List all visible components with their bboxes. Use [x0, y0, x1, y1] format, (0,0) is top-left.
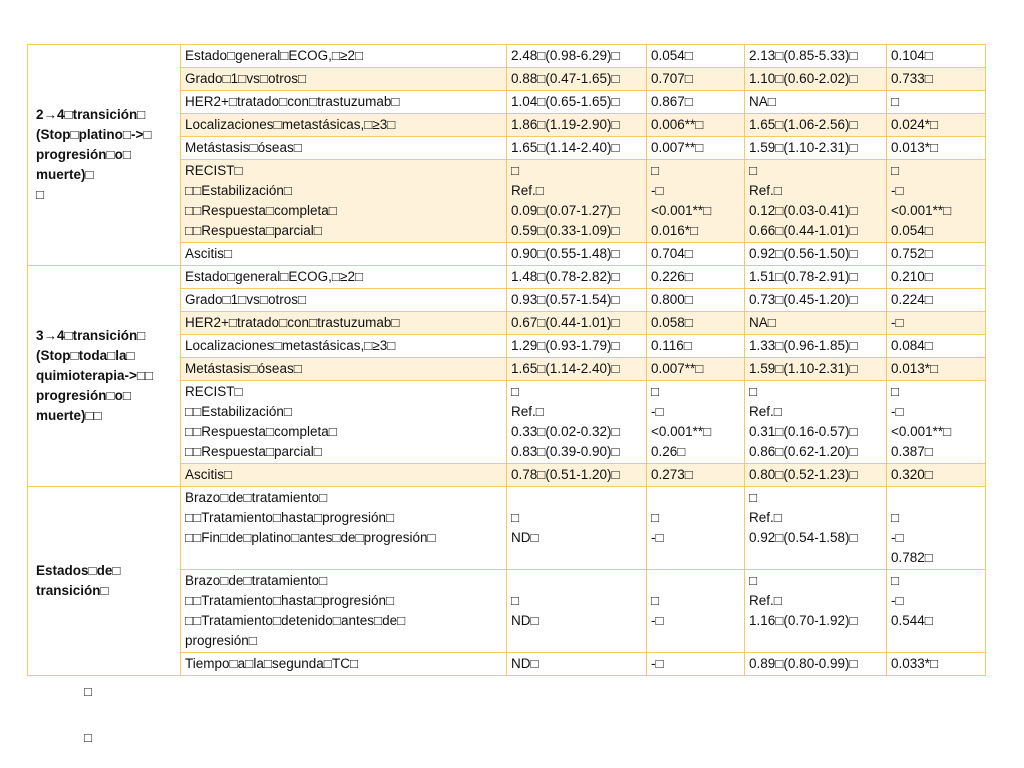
cell-line: □: [891, 163, 900, 178]
cell-line: Metástasis□óseas□: [185, 140, 302, 155]
cell-line: 0.31□(0.16-0.57)□: [749, 424, 858, 439]
cell-line: 0.054□: [651, 48, 693, 63]
cell-line: 0.116□: [651, 338, 692, 353]
variable-cell: [181, 653, 507, 676]
cell-line: RECIST□: [185, 163, 243, 178]
hr-multivariate-cell: [745, 45, 887, 68]
hr-multivariate-cell: [745, 381, 887, 464]
variable-cell: [181, 358, 507, 381]
hr-univariate-cell: [507, 289, 647, 312]
p-univariate-cell: [647, 45, 745, 68]
cell-line: [651, 488, 740, 508]
variable-cell: [181, 45, 507, 68]
hr-univariate-cell: [507, 114, 647, 137]
cell-line: <0.001**□: [891, 203, 952, 218]
cell-line: □□Tratamiento□detenido□antes□de□: [185, 613, 406, 628]
hr-multivariate-cell: [745, 464, 887, 487]
cell-line: HER2+□tratado□con□trastuzumab□: [185, 94, 400, 109]
table-row: [28, 266, 986, 289]
cell-line: □: [651, 163, 660, 178]
hr-univariate-cell: [507, 487, 647, 570]
cell-line: 0.86□(0.62-1.20)□: [749, 444, 858, 459]
cell-line: 0.33□(0.02-0.32)□: [511, 424, 620, 439]
cell-line: □: [651, 510, 660, 525]
group-label-cell: Estados□de□ transición□: [28, 487, 181, 676]
hr-multivariate-cell: [745, 335, 887, 358]
hr-multivariate-cell: [745, 160, 887, 243]
cell-line: 0.782□: [891, 550, 933, 565]
footer-mark-1: □: [84, 684, 92, 699]
cell-line: □□Estabilización□: [185, 404, 293, 419]
cell-line: 0.88□(0.47-1.65)□: [511, 71, 620, 86]
hr-univariate-cell: [507, 45, 647, 68]
cell-line: □: [891, 384, 900, 399]
cell-line: □: [749, 573, 758, 588]
p-univariate-cell: [647, 358, 745, 381]
cell-line: 0.210□: [891, 269, 933, 284]
cell-line: Ref.□: [749, 183, 782, 198]
cell-line: 0.867□: [651, 94, 693, 109]
cell-line: □□Tratamiento□hasta□progresión□: [185, 510, 395, 525]
cell-line: 0.26□: [651, 444, 686, 459]
p-multivariate-cell: [887, 335, 986, 358]
p-multivariate-cell: [887, 45, 986, 68]
variable-cell: [181, 312, 507, 335]
hr-univariate-cell: [507, 358, 647, 381]
table-row: [28, 45, 986, 68]
cell-line: [511, 488, 642, 508]
cell-line: 0.59□(0.33-1.09)□: [511, 223, 620, 238]
cell-line: 0.80□(0.52-1.23)□: [749, 467, 858, 482]
p-multivariate-cell: [887, 570, 986, 653]
cell-line: 0.707□: [651, 71, 693, 86]
p-multivariate-cell: [887, 91, 986, 114]
cell-line: □: [891, 573, 900, 588]
cell-line: 0.224□: [891, 292, 933, 307]
cell-line: 0.66□(0.44-1.01)□: [749, 223, 858, 238]
cell-line: Grado□1□vs□otros□: [185, 71, 307, 86]
hr-multivariate-cell: [745, 114, 887, 137]
hr-multivariate-cell: [745, 487, 887, 570]
group-label-cell: 3→4□transición□ (Stop□toda□la□ quimioterapia->□□ progresión□o□ muerte)□□: [28, 266, 181, 487]
p-univariate-cell: [647, 570, 745, 653]
cell-line: 0.024*□: [891, 117, 939, 132]
cell-line: -□: [651, 404, 664, 419]
cell-line: Brazo□de□tratamiento□: [185, 490, 328, 505]
cell-line: 0.09□(0.07-1.27)□: [511, 203, 620, 218]
cell-line: 0.387□: [891, 444, 933, 459]
cell-line: HER2+□tratado□con□trastuzumab□: [185, 315, 400, 330]
cell-line: 0.058□: [651, 315, 693, 330]
cell-line: □: [891, 510, 900, 525]
variable-cell: [181, 243, 507, 266]
cell-line: Ascitis□: [185, 246, 233, 261]
cell-line: ND□: [511, 656, 539, 671]
cell-line: 0.92□(0.56-1.50)□: [749, 246, 858, 261]
cell-line: 1.04□(0.65-1.65)□: [511, 94, 620, 109]
cell-line: 0.89□(0.80-0.99)□: [749, 656, 858, 671]
p-multivariate-cell: [887, 243, 986, 266]
cell-line: Ref.□: [511, 404, 544, 419]
cell-line: Tiempo□a□la□segunda□TC□: [185, 656, 359, 671]
hr-univariate-cell: [507, 68, 647, 91]
cell-line: □: [511, 384, 520, 399]
cell-line: -□: [891, 530, 904, 545]
cell-line: □□Tratamiento□hasta□progresión□: [185, 593, 395, 608]
regression-table: [27, 44, 986, 676]
cell-line: □: [651, 593, 660, 608]
cell-line: □□Respuesta□parcial□: [185, 223, 322, 238]
cell-line: 0.83□(0.39-0.90)□: [511, 444, 620, 459]
p-multivariate-cell: [887, 653, 986, 676]
cell-line: <0.001**□: [891, 424, 952, 439]
cell-line: 1.29□(0.93-1.79)□: [511, 338, 620, 353]
cell-line: 0.054□: [891, 223, 933, 238]
variable-cell: [181, 381, 507, 464]
cell-line: 1.65□(1.14-2.40)□: [511, 140, 620, 155]
cell-line: Ref.□: [749, 593, 782, 608]
cell-line: 0.033*□: [891, 656, 939, 671]
p-univariate-cell: [647, 335, 745, 358]
variable-cell: [181, 487, 507, 570]
cell-line: 0.013*□: [891, 361, 939, 376]
cell-line: 0.92□(0.54-1.58)□: [749, 530, 858, 545]
cell-line: □: [749, 384, 758, 399]
variable-cell: [181, 160, 507, 243]
cell-line: 0.226□: [651, 269, 693, 284]
cell-line: 0.752□: [891, 246, 933, 261]
cell-line: [891, 488, 981, 508]
cell-line: Estado□general□ECOG,□≥2□: [185, 48, 364, 63]
cell-line: -□: [891, 404, 904, 419]
hr-multivariate-cell: [745, 68, 887, 91]
cell-line: Localizaciones□metastásicas,□≥3□: [185, 338, 396, 353]
p-multivariate-cell: [887, 312, 986, 335]
cell-line: 0.704□: [651, 246, 693, 261]
cell-line: 0.084□: [891, 338, 933, 353]
cell-line: Metástasis□óseas□: [185, 361, 302, 376]
cell-line: NA□: [749, 94, 776, 109]
cell-line: <0.001**□: [651, 203, 712, 218]
hr-multivariate-cell: [745, 570, 887, 653]
hr-univariate-cell: [507, 266, 647, 289]
cell-line: □□Fin□de□platino□antes□de□progresión□: [185, 530, 436, 545]
cell-line: 1.65□(1.06-2.56)□: [749, 117, 858, 132]
hr-multivariate-cell: [745, 243, 887, 266]
hr-univariate-cell: [507, 570, 647, 653]
hr-multivariate-cell: [745, 137, 887, 160]
cell-line: 0.007**□: [651, 361, 704, 376]
hr-multivariate-cell: [745, 289, 887, 312]
p-multivariate-cell: [887, 160, 986, 243]
cell-line: 1.48□(0.78-2.82)□: [511, 269, 620, 284]
cell-line: Brazo□de□tratamiento□: [185, 573, 328, 588]
hr-univariate-cell: [507, 312, 647, 335]
variable-cell: [181, 137, 507, 160]
cell-line: 0.320□: [891, 467, 933, 482]
cell-line: □□Respuesta□completa□: [185, 424, 337, 439]
hr-multivariate-cell: [745, 358, 887, 381]
cell-line: 1.86□(1.19-2.90)□: [511, 117, 620, 132]
hr-multivariate-cell: [745, 266, 887, 289]
p-univariate-cell: [647, 68, 745, 91]
cell-line: [651, 571, 740, 591]
table-row: [28, 487, 986, 570]
cell-line: -□: [891, 593, 904, 608]
p-multivariate-cell: [887, 464, 986, 487]
cell-line: 0.273□: [651, 467, 693, 482]
hr-univariate-cell: [507, 243, 647, 266]
cell-line: -□: [651, 530, 664, 545]
cell-line: □: [511, 510, 520, 525]
cell-line: 2.13□(0.85-5.33)□: [749, 48, 858, 63]
cell-line: 0.67□(0.44-1.01)□: [511, 315, 620, 330]
cell-line: □: [891, 94, 900, 109]
p-univariate-cell: [647, 381, 745, 464]
variable-cell: [181, 464, 507, 487]
cell-line: 0.90□(0.55-1.48)□: [511, 246, 620, 261]
cell-line: 0.73□(0.45-1.20)□: [749, 292, 858, 307]
hr-univariate-cell: [507, 335, 647, 358]
cell-line: -□: [651, 183, 664, 198]
cell-line: 0.800□: [651, 292, 693, 307]
cell-line: ND□: [511, 530, 539, 545]
cell-line: [511, 571, 642, 591]
cell-line: NA□: [749, 315, 776, 330]
hr-univariate-cell: [507, 381, 647, 464]
cell-line: 1.33□(0.96-1.85)□: [749, 338, 858, 353]
cell-line: 2.48□(0.98-6.29)□: [511, 48, 620, 63]
cell-line: -□: [651, 656, 664, 671]
cell-line: -□: [651, 613, 664, 628]
cell-line: Ref.□: [749, 404, 782, 419]
cell-line: Ref.□: [749, 510, 782, 525]
cell-line: □: [511, 163, 520, 178]
cell-line: □: [651, 384, 660, 399]
p-multivariate-cell: [887, 487, 986, 570]
cell-line: 0.104□: [891, 48, 933, 63]
cell-line: □□Estabilización□: [185, 183, 293, 198]
cell-line: 1.16□(0.70-1.92)□: [749, 613, 858, 628]
p-multivariate-cell: [887, 114, 986, 137]
p-univariate-cell: [647, 91, 745, 114]
p-multivariate-cell: [887, 137, 986, 160]
cell-line: □□Respuesta□completa□: [185, 203, 337, 218]
hr-multivariate-cell: [745, 312, 887, 335]
p-univariate-cell: [647, 266, 745, 289]
variable-cell: [181, 289, 507, 312]
cell-line: □: [749, 163, 758, 178]
cell-line: RECIST□: [185, 384, 243, 399]
hr-univariate-cell: [507, 160, 647, 243]
cell-line: ND□: [511, 613, 539, 628]
cell-line: -□: [891, 183, 904, 198]
p-univariate-cell: [647, 312, 745, 335]
p-univariate-cell: [647, 160, 745, 243]
hr-univariate-cell: [507, 464, 647, 487]
cell-line: Localizaciones□metastásicas,□≥3□: [185, 117, 396, 132]
p-multivariate-cell: [887, 358, 986, 381]
cell-line: 0.006**□: [651, 117, 704, 132]
cell-line: □□Respuesta□parcial□: [185, 444, 322, 459]
variable-cell: [181, 114, 507, 137]
cell-line: 0.013*□: [891, 140, 939, 155]
p-multivariate-cell: [887, 289, 986, 312]
p-univariate-cell: [647, 464, 745, 487]
cell-line: 0.544□: [891, 613, 933, 628]
cell-line: □: [511, 593, 520, 608]
p-univariate-cell: [647, 653, 745, 676]
variable-cell: [181, 266, 507, 289]
p-multivariate-cell: [887, 381, 986, 464]
p-multivariate-cell: [887, 266, 986, 289]
cell-line: 1.10□(0.60-2.02)□: [749, 71, 858, 86]
cell-line: Ref.□: [511, 183, 544, 198]
cell-line: Estado□general□ECOG,□≥2□: [185, 269, 364, 284]
cell-line: 1.59□(1.10-2.31)□: [749, 361, 858, 376]
cell-line: -□: [891, 315, 904, 330]
cell-line: Ascitis□: [185, 467, 233, 482]
cell-line: Grado□1□vs□otros□: [185, 292, 307, 307]
cell-line: 1.59□(1.10-2.31)□: [749, 140, 858, 155]
hr-univariate-cell: [507, 653, 647, 676]
p-univariate-cell: [647, 487, 745, 570]
cell-line: 1.51□(0.78-2.91)□: [749, 269, 858, 284]
cell-line: 0.93□(0.57-1.54)□: [511, 292, 620, 307]
group-label-cell: 2→4□transición□ (Stop□platino□->□ progresión□o□ muerte)□ □: [28, 45, 181, 266]
cell-line: 0.78□(0.51-1.20)□: [511, 467, 620, 482]
p-univariate-cell: [647, 114, 745, 137]
cell-line: 1.65□(1.14-2.40)□: [511, 361, 620, 376]
variable-cell: [181, 68, 507, 91]
cell-line: progresión□: [185, 633, 257, 648]
variable-cell: [181, 91, 507, 114]
p-univariate-cell: [647, 289, 745, 312]
variable-cell: [181, 570, 507, 653]
hr-multivariate-cell: [745, 653, 887, 676]
p-multivariate-cell: [887, 68, 986, 91]
hr-univariate-cell: [507, 137, 647, 160]
p-univariate-cell: [647, 243, 745, 266]
hr-multivariate-cell: [745, 91, 887, 114]
cell-line: 0.007**□: [651, 140, 704, 155]
variable-cell: [181, 335, 507, 358]
cell-line: <0.001**□: [651, 424, 712, 439]
cell-line: 0.12□(0.03-0.41)□: [749, 203, 858, 218]
p-univariate-cell: [647, 137, 745, 160]
cell-line: 0.016*□: [651, 223, 699, 238]
hr-univariate-cell: [507, 91, 647, 114]
cell-line: □: [749, 490, 758, 505]
footer-mark-2: □: [84, 730, 92, 745]
cell-line: 0.733□: [891, 71, 933, 86]
